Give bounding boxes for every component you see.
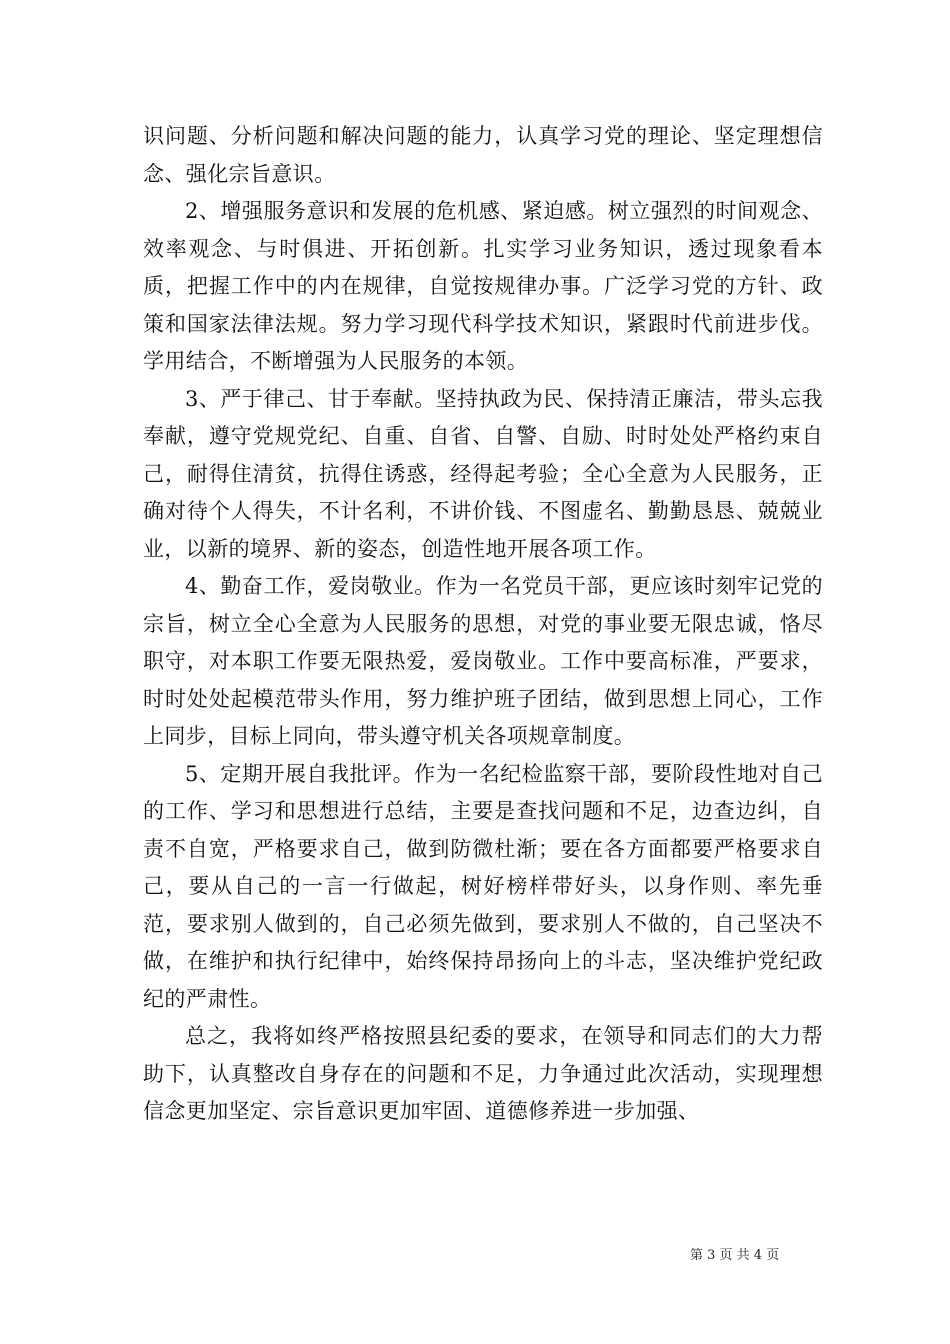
paragraph-item-2: 2、增强服务意识和发展的危机感、紧迫感。树立强烈的时间观念、效率观念、与时俱进、开拓创新。扎实学习业务知识，透过现象看本质，把握工作中的内在规律，自觉按规律办事。广泛学习党的方针、政策和国家法律法规。努力学习现代科学技术知识，紧跟时代前进步伐。学用结合，不断增强为人民服务的本领。 bbox=[143, 199, 823, 373]
paragraph-continuation: 识问题、分析问题和解决问题的能力，认真学习党的理论、坚定理想信念、强化宗旨意识。 bbox=[143, 124, 823, 186]
paragraph-conclusion: 总之，我将如终严格按照县纪委的要求，在领导和同志们的大力帮助下，认真整改自身存在的问题和不足，力争通过此次活动，实现理想信念更加坚定、宗旨意识更加牢固、道德修养进一步加强、 bbox=[143, 1024, 823, 1123]
paragraph-item-4: 4、勤奋工作，爱岗敬业。作为一名党员干部，更应该时刻牢记党的宗旨，树立全心全意为人民服务的思想，对党的事业要无限忠诚，恪尽职守，对本职工作要无限热爱，爱岗敬业。工作中要高标准，严要求，时时处处起模范带头作用，努力维护班子团结，做到思想上同心，工作上同步，目标上同向，带头遵守机关各项规章制度。 bbox=[143, 574, 823, 748]
document-body bbox=[143, 118, 823, 1131]
paragraph-item-3: 3、严于律己、甘于奉献。坚持执政为民、保持清正廉洁，带头忘我奉献，遵守党规党纪、自重、自省、自警、自励、时时处处严格约束自己，耐得住清贫，抗得住诱惑，经得起考验；全心全意为人民服务，正确对待个人得失，不计名利，不讲价钱、不图虚名、勤勤恳恳、兢兢业业，以新的境界、新的姿态，创造性地开展各项工作。 bbox=[143, 386, 823, 561]
page-number-footer: 第 3 页 共 4 页 bbox=[690, 1248, 780, 1263]
paragraph-item-5: 5、定期开展自我批评。作为一名纪检监察干部，要阶段性地对自己的工作、学习和思想进行总结，主要是查找问题和不足，边查边纠，自责不自宽，严格要求自己，做到防微杜渐；要在各方面都要严格要求自己，要从自己的一言一行做起，树好榜样带好头，以身作则、率先垂范，要求别人做到的，自己必须先做到，要求别人不做的，自己坚决不做，在维护和执行纪律中，始终保持昂扬向上的斗志，坚决维护党纪政纪的严肃性。 bbox=[143, 761, 823, 1011]
